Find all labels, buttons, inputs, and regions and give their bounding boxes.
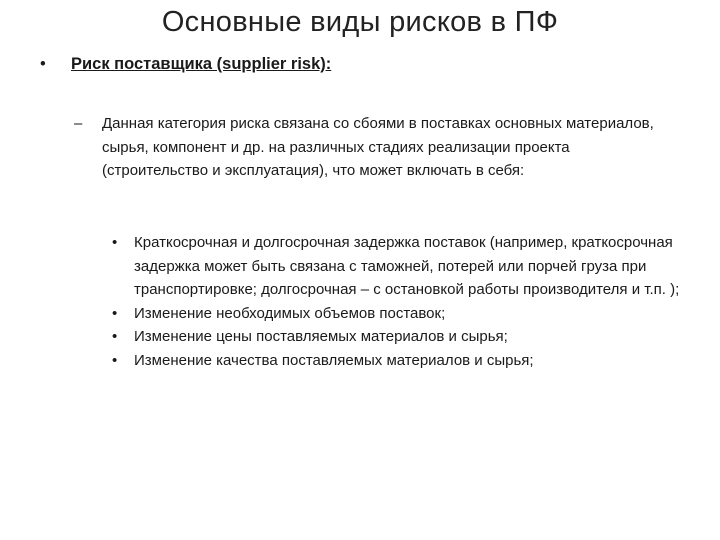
level2-text: Данная категория риска связана со сбоями в поставках основных материалов, сырья, компонент и др. на различных стадиях реализации проекта (строительство и эксплуатация), что может включать в себя:: [102, 115, 654, 179]
level3-item: [112, 325, 687, 349]
level2-bullet-item: [74, 112, 674, 183]
bullet-icon: •: [112, 328, 118, 345]
level1-text: Риск поставщика (supplier risk):: [71, 55, 332, 73]
level3-item: [112, 231, 687, 302]
level3-item: [112, 349, 687, 373]
dash-icon: –: [74, 115, 83, 132]
bullet-icon: •: [112, 304, 118, 322]
level3-item-text: Краткосрочная и долгосрочная задержка поставок (например, краткосрочная задержка может быть связана с таможней, потерей или порчей груза при транспортировке; долгосрочная – с остановкой работы производителя и т.п. );: [134, 234, 680, 298]
bullet-icon: •: [40, 55, 46, 73]
level3-item-text: Изменение цены поставляемых материалов и сырья;: [134, 328, 508, 345]
level3-bullet-list: [112, 231, 687, 372]
level3-item-text: Изменение качества поставляемых материалов и сырья;: [134, 351, 534, 369]
bullet-icon: •: [112, 234, 118, 251]
slide-title: Основные виды рисков в ПФ: [161, 6, 559, 38]
level3-item-text: Изменение необходимых объемов поставок;: [134, 304, 446, 322]
bullet-icon: •: [112, 351, 118, 369]
level3-item: [112, 302, 687, 326]
